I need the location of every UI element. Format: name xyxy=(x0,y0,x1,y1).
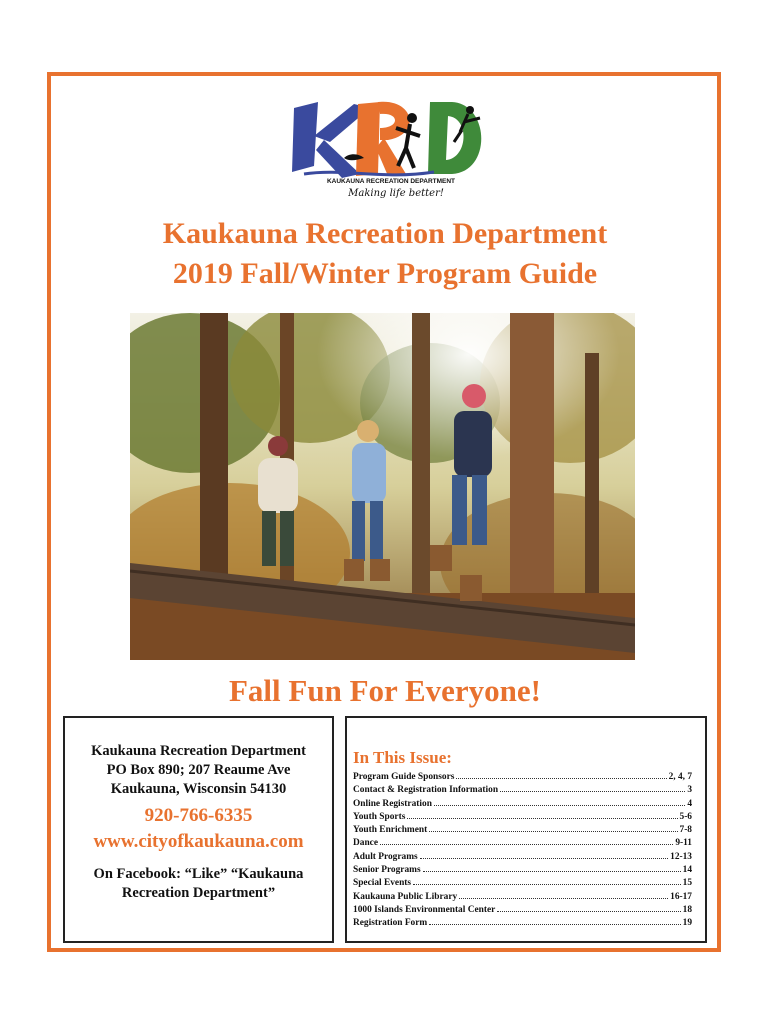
facebook-line-2: Recreation Department” xyxy=(121,885,276,901)
toc-item-page: 4 xyxy=(687,798,692,809)
children-on-log-image xyxy=(130,313,635,660)
toc-item xyxy=(353,850,692,863)
toc-item-label: Contact & Registration Information xyxy=(353,785,499,796)
krd-logo-graphic xyxy=(284,88,499,203)
page-subtitle: 2019 Fall/Winter Program Guide xyxy=(172,257,598,290)
toc-item-page: 12-13 xyxy=(670,851,692,862)
toc-item-label: Youth Enrichment xyxy=(353,825,428,836)
toc-item-label: Youth Sports xyxy=(353,811,406,822)
table-of-contents-box xyxy=(345,716,707,943)
toc-item-label: Senior Programs xyxy=(353,865,421,876)
contact-box xyxy=(63,716,334,943)
toc-item-label: Online Registration xyxy=(353,798,432,809)
toc-item xyxy=(353,797,692,810)
contact-phone: 920-766-6335 xyxy=(144,805,253,826)
toc-item-label: Kaukauna Public Library xyxy=(353,891,458,902)
cover-photo xyxy=(130,313,635,660)
toc-item xyxy=(353,810,692,823)
toc-item xyxy=(353,863,692,876)
toc-item-label: Registration Form xyxy=(353,918,428,929)
page-title: Kaukauna Recreation Department xyxy=(162,217,608,250)
toc-item-page: 19 xyxy=(682,918,692,929)
logo-department: KAUKAUNA RECREATION DEPARTMENT xyxy=(326,178,456,185)
toc-item-label: Adult Programs xyxy=(353,851,418,862)
krd-logo xyxy=(284,88,499,203)
toc-item xyxy=(353,916,692,929)
toc-item-page: 18 xyxy=(682,904,692,915)
toc-item xyxy=(353,890,692,903)
toc-item-label: 1000 Islands Environmental Center xyxy=(353,904,496,915)
contact-info xyxy=(65,742,332,903)
toc-item xyxy=(353,836,692,849)
toc-item-page: 7-8 xyxy=(679,825,692,836)
contact-address-line-1: PO Box 890; 207 Reaume Ave xyxy=(106,762,291,778)
toc-item-page: 5-6 xyxy=(679,811,692,822)
facebook-line-1: On Facebook: “Like” “Kaukauna xyxy=(93,866,304,882)
headline: Fall Fun For Everyone! xyxy=(229,673,541,708)
toc-heading: In This Issue: xyxy=(353,748,452,767)
toc-item-page: 9-11 xyxy=(675,838,692,849)
toc-item-page: 15 xyxy=(682,878,692,889)
logo-tagline: Making life better! xyxy=(348,188,444,199)
contact-website: www.cityofkaukauna.com xyxy=(93,831,304,852)
toc-item-page: 16-17 xyxy=(670,891,692,902)
toc-item xyxy=(353,770,692,783)
toc-list xyxy=(353,770,692,930)
toc-item xyxy=(353,783,692,796)
contact-name: Kaukauna Recreation Department xyxy=(91,743,306,759)
toc-item-page: 14 xyxy=(682,865,692,876)
toc-item-label: Special Events xyxy=(353,878,412,889)
toc-item xyxy=(353,876,692,889)
toc-item-page: 3 xyxy=(687,785,692,796)
contact-address-line-2: Kaukauna, Wisconsin 54130 xyxy=(110,781,287,797)
toc-item xyxy=(353,823,692,836)
toc-item-label: Dance xyxy=(353,838,378,849)
toc-item xyxy=(353,903,692,916)
toc-item-label: Program Guide Sponsors xyxy=(353,772,455,782)
toc-item-page: 2, 4, 7 xyxy=(668,772,692,782)
